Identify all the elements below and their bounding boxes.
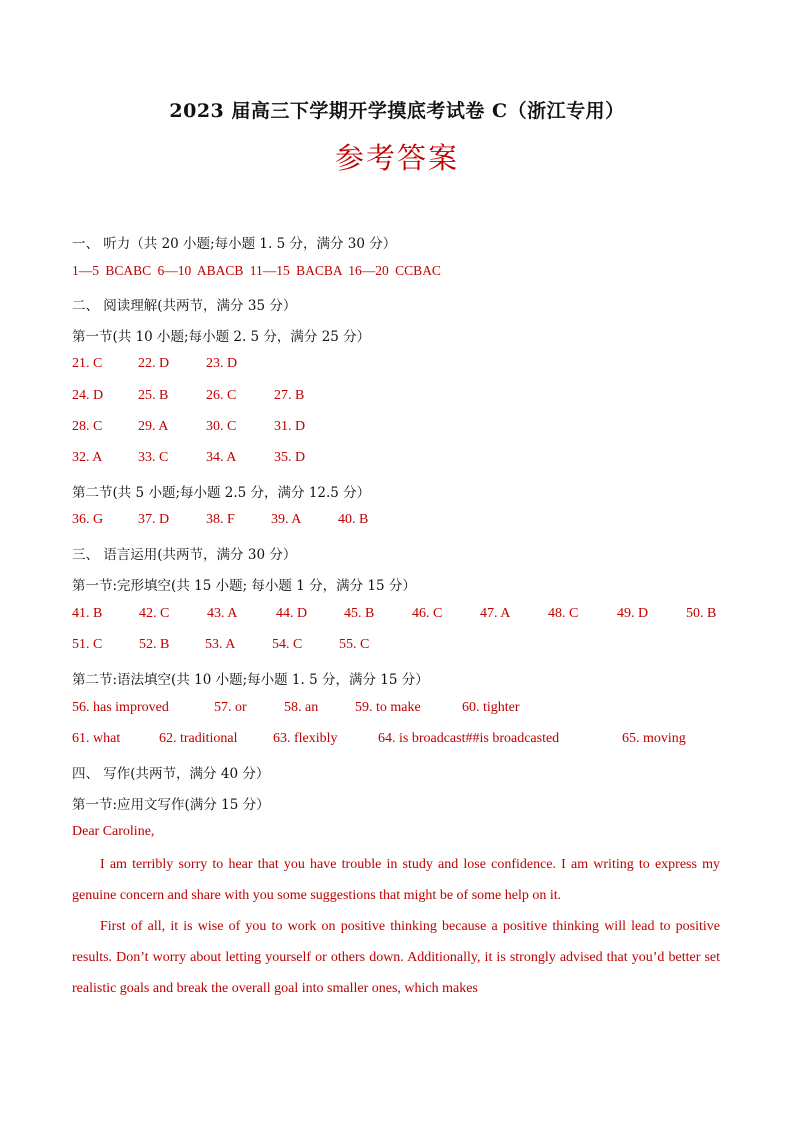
- answer-item: 62. traditional: [159, 731, 238, 746]
- answer-item: 58. an: [284, 700, 319, 715]
- answer-item: 28. C: [72, 419, 103, 434]
- answer-item: 46. C: [412, 606, 443, 621]
- reading-header: 二、 阅读理解(共两节，满分 35 分）: [72, 298, 297, 314]
- answer-item: 43. A: [207, 606, 238, 621]
- answer-item: 23. D: [206, 356, 238, 371]
- answer-item: 51. C: [72, 637, 103, 652]
- answer-item: 44. D: [276, 606, 308, 621]
- letter-paragraph-1-text: I am terribly sorry to hear that you have trouble in study and lose confidence. I am writing to express my genuine concern and share with you some suggestions that might be of some help on it.: [72, 857, 720, 903]
- cloze-row-1: [72, 606, 722, 626]
- answer-item: 36. G: [72, 512, 104, 527]
- answer-item: 48. C: [548, 606, 579, 621]
- answer-item: 32. A: [72, 450, 103, 465]
- answer-item: 63. flexibly: [273, 731, 338, 746]
- answer-item: 53. A: [205, 637, 236, 652]
- answer-item: 26. C: [206, 388, 237, 403]
- language-header: 三、 语言运用(共两节，满分 30 分）: [72, 547, 297, 563]
- answer-item: 42. C: [139, 606, 170, 621]
- answer-item: 52. B: [139, 637, 170, 652]
- answer-item: 47. A: [480, 606, 511, 621]
- writing-header: 四、 写作(共两节，满分 40 分）: [72, 766, 270, 782]
- answer-item: 30. C: [206, 419, 237, 434]
- answer-item: 54. C: [272, 637, 303, 652]
- answer-item: 50. B: [686, 606, 717, 621]
- answer-item: 65. moving: [622, 731, 686, 746]
- answer-item: 55. C: [339, 637, 370, 652]
- answer-item: 49. D: [617, 606, 649, 621]
- answer-item: 24. D: [72, 388, 104, 403]
- reading-part1-header: 第一节(共 10 小题;每小题 2. 5 分，满分 25 分）: [72, 329, 371, 345]
- page-subtitle: 参考答案: [334, 141, 459, 175]
- answer-item: 57. or: [214, 700, 247, 715]
- answer-item: 21. C: [72, 356, 103, 371]
- answer-item: 64. is broadcast##is broadcasted: [378, 731, 560, 746]
- page-title: 2023 届高三下学期开学摸底考试卷 C（浙江专用）: [169, 100, 625, 122]
- answer-item: 39. A: [271, 512, 302, 527]
- answer-item: 27. B: [274, 388, 305, 403]
- cloze-header: 第一节:完形填空(共 15 小题; 每小题 1 分，满分 15 分）: [72, 578, 416, 594]
- reading-part2-header: 第二节(共 5 小题;每小题 2.5 分，满分 12.5 分）: [72, 485, 371, 501]
- answer-item: 31. D: [274, 419, 306, 434]
- answer-item: 35. D: [274, 450, 306, 465]
- answer-item: 38. F: [206, 512, 235, 527]
- answer-item: 34. A: [206, 450, 237, 465]
- answer-item: 25. B: [138, 388, 169, 403]
- letter-paragraph-2: [72, 911, 720, 1004]
- listening-header: 一、 听力（共 20 小题;每小题 1. 5 分，满分 30 分）: [72, 236, 397, 252]
- answer-item: 40. B: [338, 512, 369, 527]
- answer-item: 60. tighter: [462, 700, 520, 715]
- letter-paragraph-2-text: First of all, it is wise of you to work on positive thinking because a positive thinking will lead to positive results. Don’t worry about letting yourself or others down. Additionally, it is strongly advised that you’d better set realistic goals and break the overall goal into smaller ones, which makes: [72, 919, 720, 996]
- answer-item: 41. B: [72, 606, 103, 621]
- answer-item: 29. A: [138, 419, 169, 434]
- answer-item: 61. what: [72, 731, 121, 746]
- listening-answers: 1—5 BCABC 6—10 ABACB 11—15 BACBA 16—20 CCBAC: [72, 263, 441, 278]
- answer-item: 22. D: [138, 356, 170, 371]
- letter-paragraph-1: [72, 849, 720, 911]
- grammar-header: 第二节:语法填空(共 10 小题;每小题 1. 5 分，满分 15 分）: [72, 672, 429, 688]
- answer-item: 45. B: [344, 606, 375, 621]
- answer-item: 33. C: [138, 450, 169, 465]
- answer-item: 56. has improved: [72, 700, 169, 715]
- answer-item: 37. D: [138, 512, 170, 527]
- letter-salutation: Dear Caroline,: [72, 824, 155, 839]
- answer-item: 59. to make: [355, 700, 421, 715]
- writing-part1-header: 第一节:应用文写作(满分 15 分）: [72, 797, 270, 813]
